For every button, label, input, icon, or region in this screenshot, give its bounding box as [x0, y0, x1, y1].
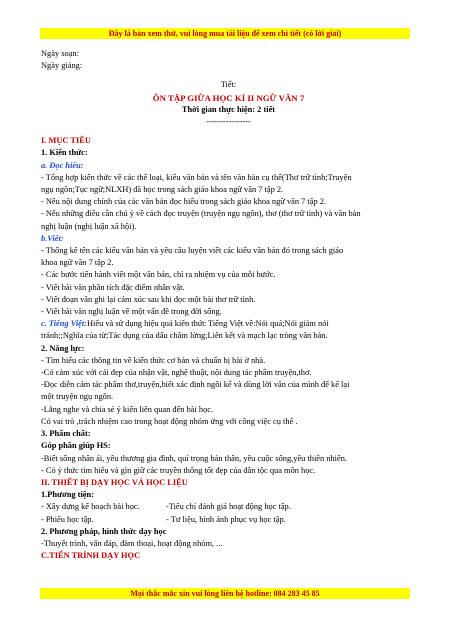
competency-line: -Lắng nghe và chia sẻ ý kiến liên quan đến bài học.	[41, 404, 214, 414]
means-item: -Tiêu chí đánh giá hoạt động học tập.	[166, 502, 291, 512]
competency-line: -Có cảm xúc với cái đẹp của nhận vật, nghệ thuật, nội dung tác phẩm truyện,thơ.	[41, 368, 312, 378]
date-prepared: Ngày soạn:	[41, 49, 79, 58]
lesson-duration: Thời gian thực hiện: 2 tiết	[181, 104, 276, 114]
lesson-period: Tiết:	[220, 80, 237, 90]
methods-heading: 2. Phương pháp, hình thức dạy học	[41, 526, 167, 536]
reading-line: nghị luận (nghị luận xã hội).	[41, 221, 137, 231]
vietnamese-subheading: c. Tiếng Việt:	[41, 319, 87, 329]
competency-line: -Đọc diễn cảm tác phẩm thơ,truyện,biết xác định ngôi kể và dùng lời văn của mình để kể lại	[41, 380, 350, 390]
writing-subheading: b.Viết:	[41, 233, 64, 243]
writing-line: - Các bước tiến hành viết một văn bản, chỉ ra nhiệm vụ của mỗi bước.	[41, 270, 276, 280]
section-equipment-heading: II. THIẾT BỊ DẠY HỌC VÀ HỌC LIỆU	[41, 477, 188, 487]
reading-line: - Nêu những điều cần chú ý về cách đọc truyện (truyện ngụ ngôn), thơ (thơ trữ tình) và văn bản	[41, 209, 361, 219]
writing-line: - Thống kê tên các kiểu văn bản và yêu cầu luyện viết các kiểu văn bản đó trong sách giáo	[41, 246, 344, 256]
lesson-plan-content	[41, 48, 416, 562]
means-row	[41, 501, 416, 513]
qualities-heading: 3. Phẩm chất:	[41, 429, 91, 439]
methods-line: -Thuyết trình, vấn đáp, đàm thoại, hoạt động nhóm, ...	[41, 538, 223, 548]
qualities-line: -Biết sống nhân ái, yêu thương gia đình, quí trọng bản thân, yêu cuộc sống,yêu thiên nhiên.	[41, 453, 347, 463]
writing-line: - Viết bài văn nghị luận về một vấn đề trong đời sống.	[41, 307, 222, 317]
competency-line: Có vai trò ,trách nhiệm cao trong hoạt động nhóm ứng với công việc cụ thể .	[41, 416, 298, 426]
date-taught: Ngày giảng:	[41, 61, 83, 71]
writing-line: - Viết bài văn phân tích đặc điểm nhân vật.	[41, 282, 185, 292]
section-objectives-heading: I. MỤC TIÊU	[41, 136, 91, 146]
competency-heading: 2. Năng lực:	[41, 343, 85, 353]
hotline-banner: Mọi thắc mắc xin vui lòng liên hệ hotline: 084 283 45 85	[40, 588, 410, 599]
vietnamese-line: Hiểu và sử dụng hiệu quả kiến thức Tiếng Việt về:Nói quá;Nói giảm nói	[86, 319, 329, 329]
vietnamese-line: tránh;;Nghĩa của từ;Tác dụng của dấu chấm lửng;Liên kết và mạch lạc tròng văn bản.	[41, 331, 328, 341]
preview-banner: Đây là bản xem thử, vui lòng mua tài liệu để xem chi tiết (có lời giải)	[40, 28, 410, 39]
qualities-line: - Có ý thức tìm hiểu và gìn giữ các truyền thống tốt đẹp của dân tộc qua môn học.	[41, 465, 316, 475]
vietnamese-paragraph	[41, 318, 416, 330]
writing-line: - Viết đoạn văn ghi lại cảm xúc sau khi đọc một bài thơ trữ tình.	[41, 294, 256, 304]
means-heading: 1.Phương tiện:	[41, 490, 94, 500]
reading-subheading: a. Đọc hiểu:	[41, 160, 84, 170]
means-row	[41, 514, 416, 526]
reading-line: - Tổng hợp kiến thức về các thể loại, kiểu văn bản và tên văn bản cụ thể(Thơ trữ tình;Truyện	[41, 172, 352, 182]
reading-line: ngụ ngôn;Tục ngữ;NLXH) đã học trong sách giáo khoa ngữ văn 7 tập 2.	[41, 185, 284, 195]
header-divider: ----------------	[206, 117, 251, 127]
means-item: - Phiếu học tập.	[41, 514, 94, 524]
competency-line: - Tìm hiểu các thông tin về kiến thức cơ bản và chuẩn bị bài ở nhà.	[41, 355, 266, 365]
means-item: - Xây dựng kế hoạch bài học.	[41, 502, 140, 512]
lesson-title: ÔN TẬP GIỮA HỌC KÌ II NGỮ VĂN 7	[152, 92, 305, 103]
qualities-subheading: Góp phần giúp HS:	[41, 441, 111, 451]
means-item: - Tư liệu, hình ảnh phục vụ học tập.	[166, 514, 286, 524]
competency-line: một truyện ngụ ngôn.	[41, 392, 114, 402]
reading-line: - Nêu nội dung chính của các văn bản đọc hiểu trong sách giáo khoa ngữ văn 7 tập 2.	[41, 197, 327, 207]
knowledge-heading: 1. Kiến thức:	[41, 148, 88, 158]
writing-line: khoa ngữ văn 7 tập 2.	[41, 258, 114, 268]
section-process-heading: C.TIẾN TRÌNH DẠY HỌC	[41, 551, 141, 561]
